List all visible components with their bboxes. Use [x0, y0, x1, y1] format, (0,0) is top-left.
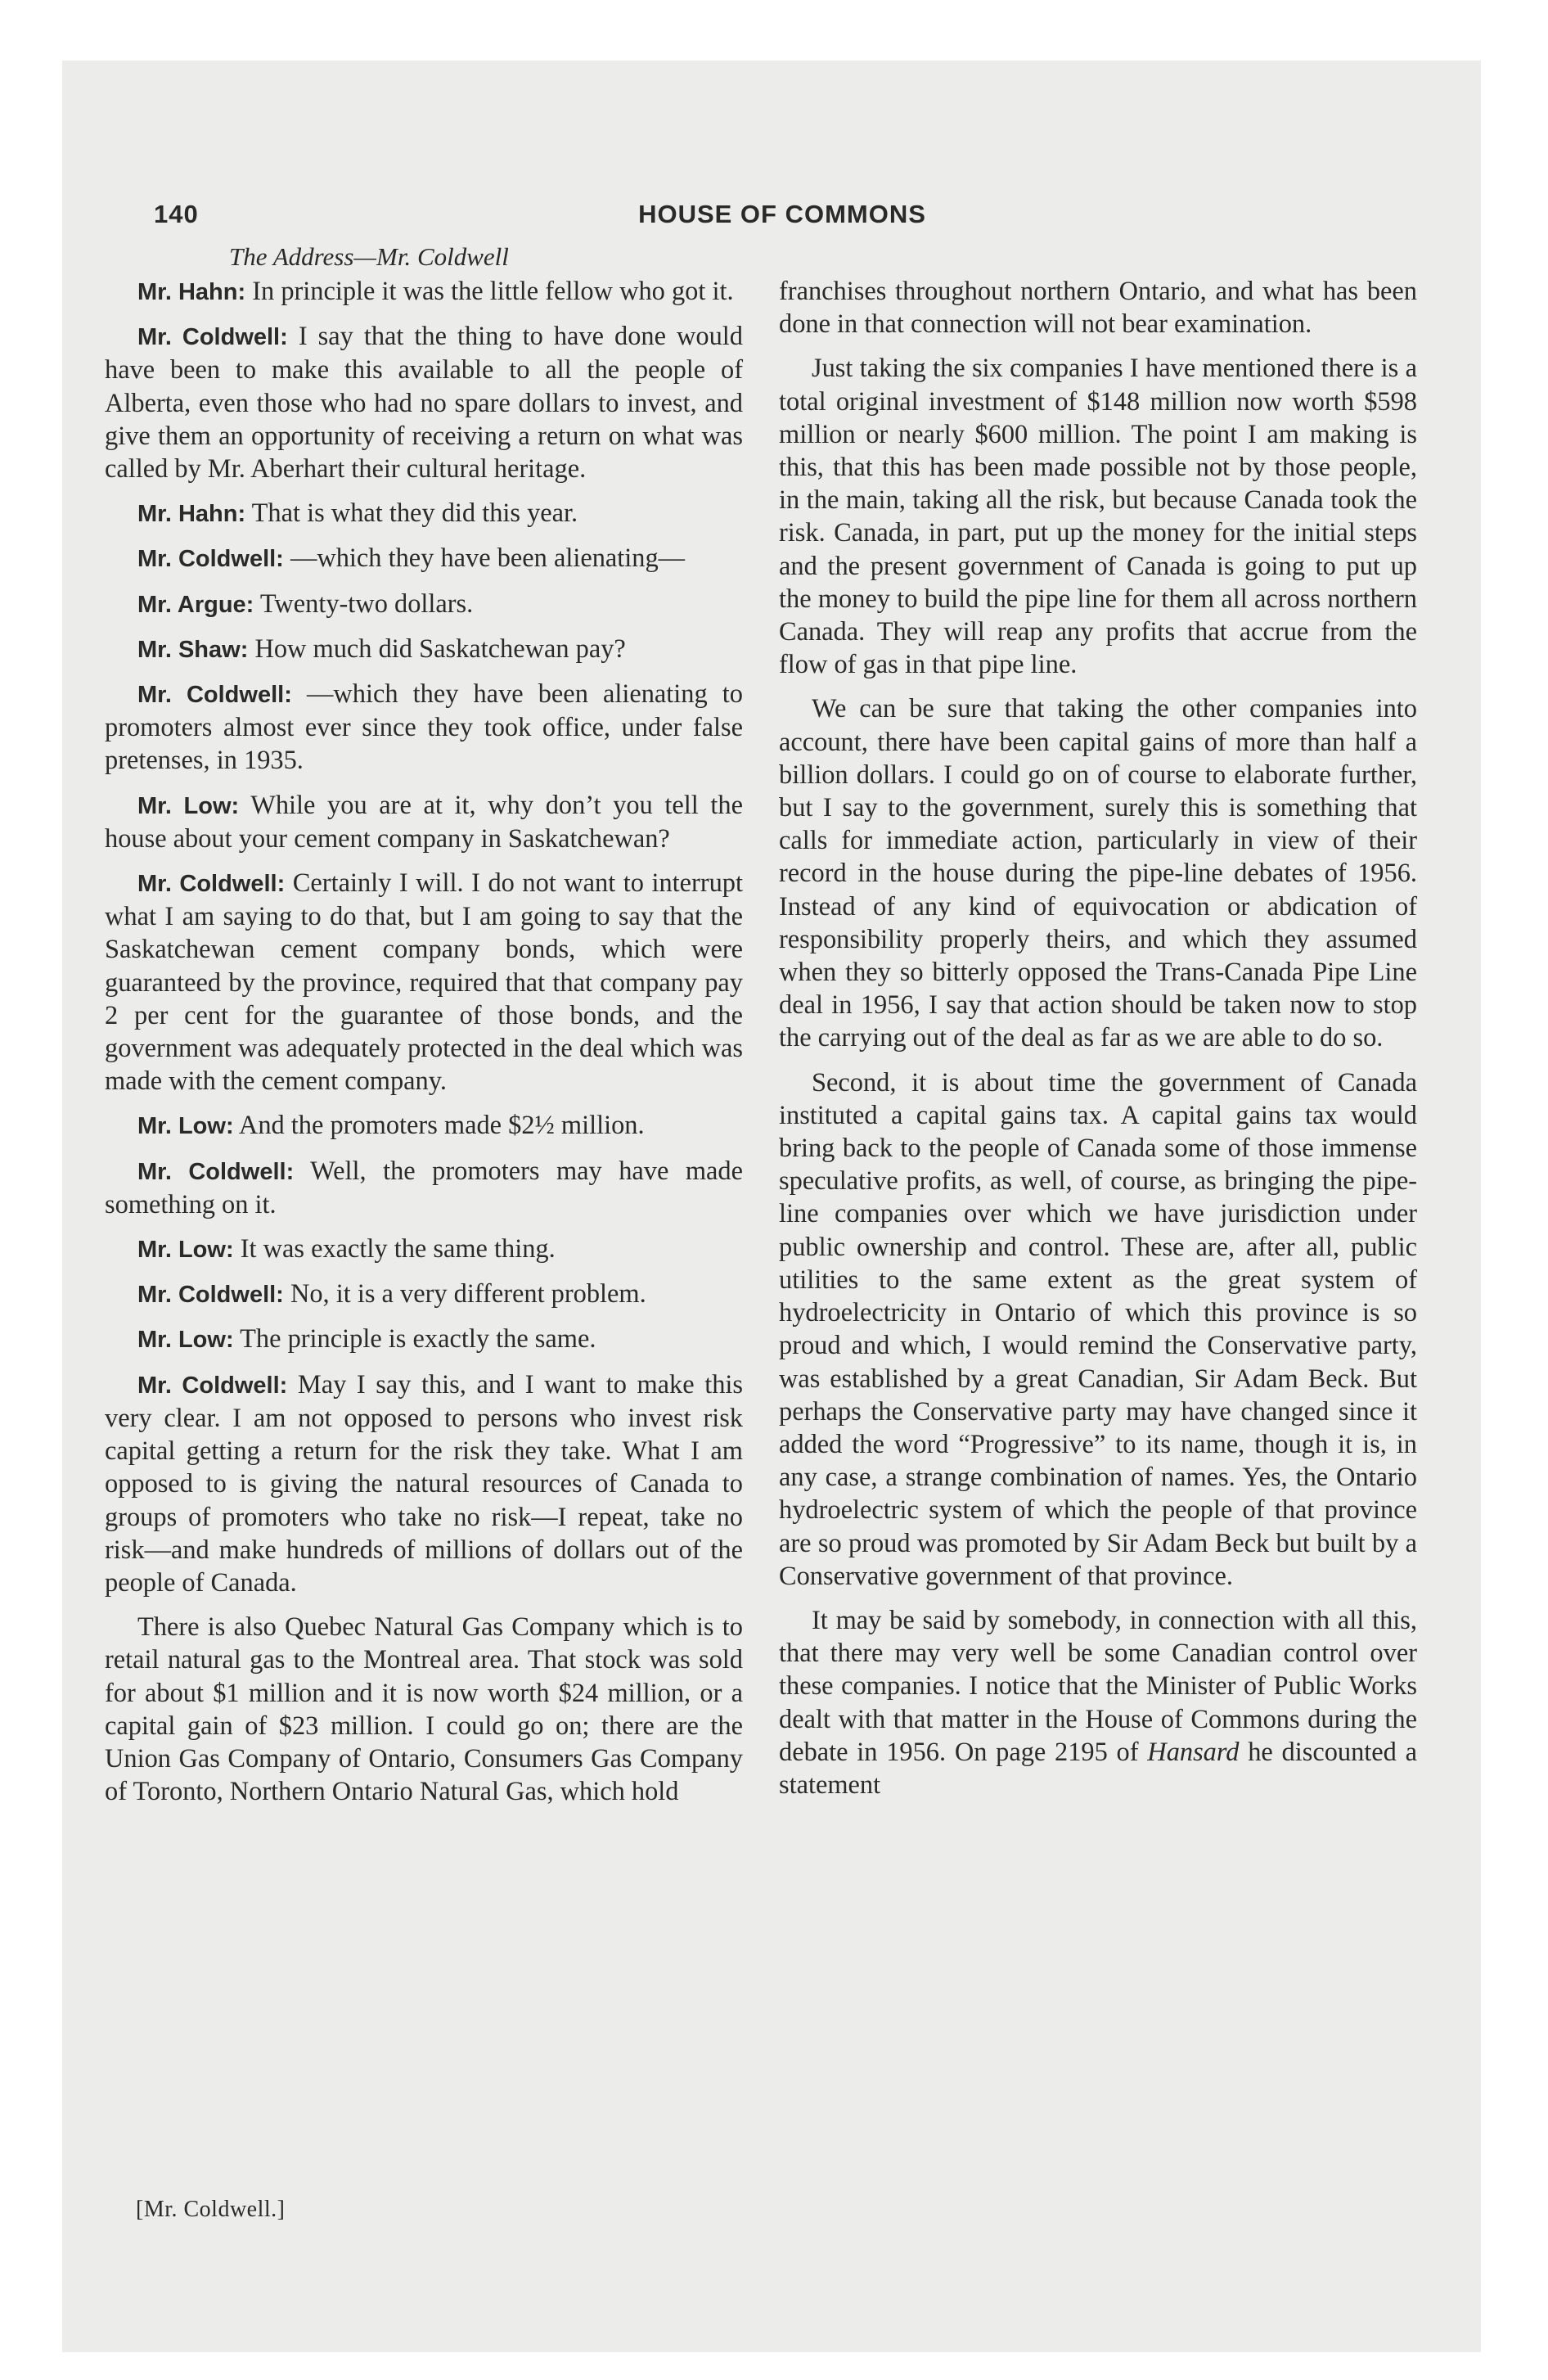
speaker-label: Mr. Low: [137, 1113, 234, 1140]
speaker-label: Mr. Coldwell: [137, 871, 286, 898]
speaker-label: Mr. Low: [137, 792, 240, 819]
paragraph [105, 678, 743, 778]
paragraph [105, 1323, 743, 1356]
paragraph [779, 275, 1417, 340]
paragraph [105, 542, 743, 575]
paragraph-text: In principle it was the little fellow who got it. [252, 277, 734, 306]
speaker-label: Mr. Coldwell: [137, 1282, 284, 1309]
paragraph [105, 1109, 743, 1143]
paragraph-text: franchises throughout northern Ontario, and what has been done in that connection will not bear examination. [779, 277, 1417, 340]
paragraph [105, 588, 743, 621]
speaker-label: Mr. Low: [137, 1237, 234, 1264]
page-header [154, 200, 1411, 232]
paragraph [779, 692, 1417, 1054]
paragraph-text: he discounted a statement [779, 1737, 1417, 1800]
paragraph [779, 1066, 1417, 1593]
running-title: HOUSE OF COMMONS [638, 200, 926, 228]
paragraph [105, 1278, 743, 1311]
speaker-label: Mr. Coldwell: [137, 324, 288, 351]
right-column [779, 275, 1417, 1813]
paragraph-text: How much did Saskatchewan pay? [254, 633, 626, 664]
speaker-label: Mr. Coldwell: [137, 1158, 295, 1185]
footer-note: [Mr. Coldwell.] [136, 2197, 286, 2222]
paragraph [105, 789, 743, 855]
paragraph-text: —which they have been alienating to promoters almost ever since they took office, under false pretenses, in 1935. [105, 679, 743, 776]
paragraph-text: I say that the thing to have done would have been to make this available to all the people of Alberta, even those who had no spare dollars to invest, and give them an opportunity of receiving a return on what was called by Mr. Aberhart their cultural heritage. [105, 322, 743, 485]
paragraph [105, 320, 743, 485]
paragraph [779, 352, 1417, 681]
paragraph-text: It may be said by somebody, in connection with all this, that there may very well be some Canadian control over these companies. I notice that the Minister of Public Works dealt with that matter in the House of Commons during the debate in 1956. On page 2195 of [779, 1605, 1417, 1767]
paragraph-text: It was exactly the same thing. [240, 1234, 556, 1264]
paragraph-text: No, it is a very different problem. [290, 1279, 646, 1309]
paragraph-text: There is also Quebec Natural Gas Company which is to retail natural gas to the Montreal area. That stock was sold for about $1 million and it is now worth $24 million, or a capital gain of $23 million. I could go on; there are the Union Gas Company of Ontario, Consumers Gas Company of Toronto, Northern Ontario Natural Gas, which hold [105, 1612, 743, 1807]
speaker-label: Mr. Coldwell: [137, 546, 284, 573]
paragraph [105, 633, 743, 666]
paragraph-text: Certainly I will. I do not want to interrupt what I am saying to do that, but I am going to say that the Saskatchewan cement company bonds, which were guaranteed by the province, required that that company pay 2 per cent for the guarantee of those bonds, and the government was adequately protected in the deal which was made with the cement company. [105, 868, 744, 1097]
paragraph [105, 1368, 743, 1599]
paragraph [105, 867, 743, 1098]
paragraph-text: And the promoters made $2½ million. [238, 1111, 645, 1141]
paragraph-text: That is what they did this year. [251, 498, 578, 529]
paragraph-text: May I say this, and I want to make this very clear. I am not opposed to persons who invest risk capital getting a return for the risk they take. What I am opposed to is giving the natural resources of Canada to groups of promoters who take no risk—I repeat, take no risk—and make hundreds of millions of dollars out of the people of Canada. [105, 1369, 743, 1598]
paragraph-text: While you are at it, why don’t you tell the house about your cement company in Saskatchewan? [105, 790, 744, 854]
speaker-label: Mr. Hahn: [137, 279, 246, 305]
paragraph [779, 1604, 1417, 1801]
speaker-label: Mr. Argue: [137, 591, 254, 618]
italic-title: Hansard [1147, 1737, 1240, 1767]
paragraph [105, 1611, 743, 1808]
page-number: 140 [154, 200, 199, 228]
left-column [105, 275, 743, 1819]
paragraph [105, 497, 743, 530]
speaker-label: Mr. Coldwell: [137, 682, 292, 709]
speaker-label: Mr. Shaw: [137, 636, 249, 663]
paragraph-text: We can be sure that taking the other companies into account, there have been capital gains of more than half a billion dollars. I could go on of course to elaborate further, but I say to the government, surely this is something that calls for immediate action, particularly in view of their record in the house during the pipe-line debates of 1956. Instead of any kind of equivocation or abdication of responsibility properly theirs, and which they assumed when they so bitterly opposed the Trans-Canada Pipe Line deal in 1956, I say that action should be taken now to stop the carrying out of the deal as far as we are able to do so. [779, 694, 1417, 1053]
speaker-label: Mr. Coldwell: [137, 1372, 288, 1399]
paragraph-text: Well, the promoters may have made something on it. [105, 1156, 743, 1219]
paragraph-text: Twenty-two dollars. [259, 588, 474, 619]
paragraph-text: Second, it is about time the government of Canada instituted a capital gains tax. A capital gains tax would bring back to the people of Canada some of those immense speculative profits, as well, of course, as bringing the pipe-line companies over which we have jurisdiction under public ownership and control. These are, after all, public utilities to the same extent as the great system of hydroelectricity in Ontario of which this province is so proud and which, I would remind the Conservative party, was established by a great Canadian, Sir Adam Beck. But perhaps the Conservative party may have changed since it added the word “Progressive” to its name, though it is, in any case, a strange combination of names. Yes, the Ontario hydroelectric system of which the people of that province are so proud was promoted by Sir Adam Beck but built by a Conservative government of that province. [779, 1067, 1417, 1591]
paragraph-text: Just taking the six companies I have mentioned there is a total original investment of $148 million now worth $598 million or nearly $600 million. The point I am making is this, that this has been made possible not by those people, in the main, taking all the risk, but because Canada took the risk. Canada, in part, put up the money for the initial steps and the present government of Canada is going to put up the money to build the pipe line for them all across northern Canada. They will reap any profits that accrue from the flow of gas in that pipe line. [779, 354, 1417, 680]
paragraph [105, 1233, 743, 1266]
paragraph [105, 275, 743, 309]
running-subtitle: The Address—Mr. Coldwell [229, 242, 509, 271]
speaker-label: Mr. Low: [137, 1327, 234, 1354]
speaker-label: Mr. Hahn: [137, 501, 246, 528]
paragraph-text: —which they have been alienating— [290, 543, 686, 574]
page [62, 61, 1481, 2352]
paragraph-text: The principle is exactly the same. [240, 1324, 596, 1355]
paragraph [105, 1155, 743, 1221]
